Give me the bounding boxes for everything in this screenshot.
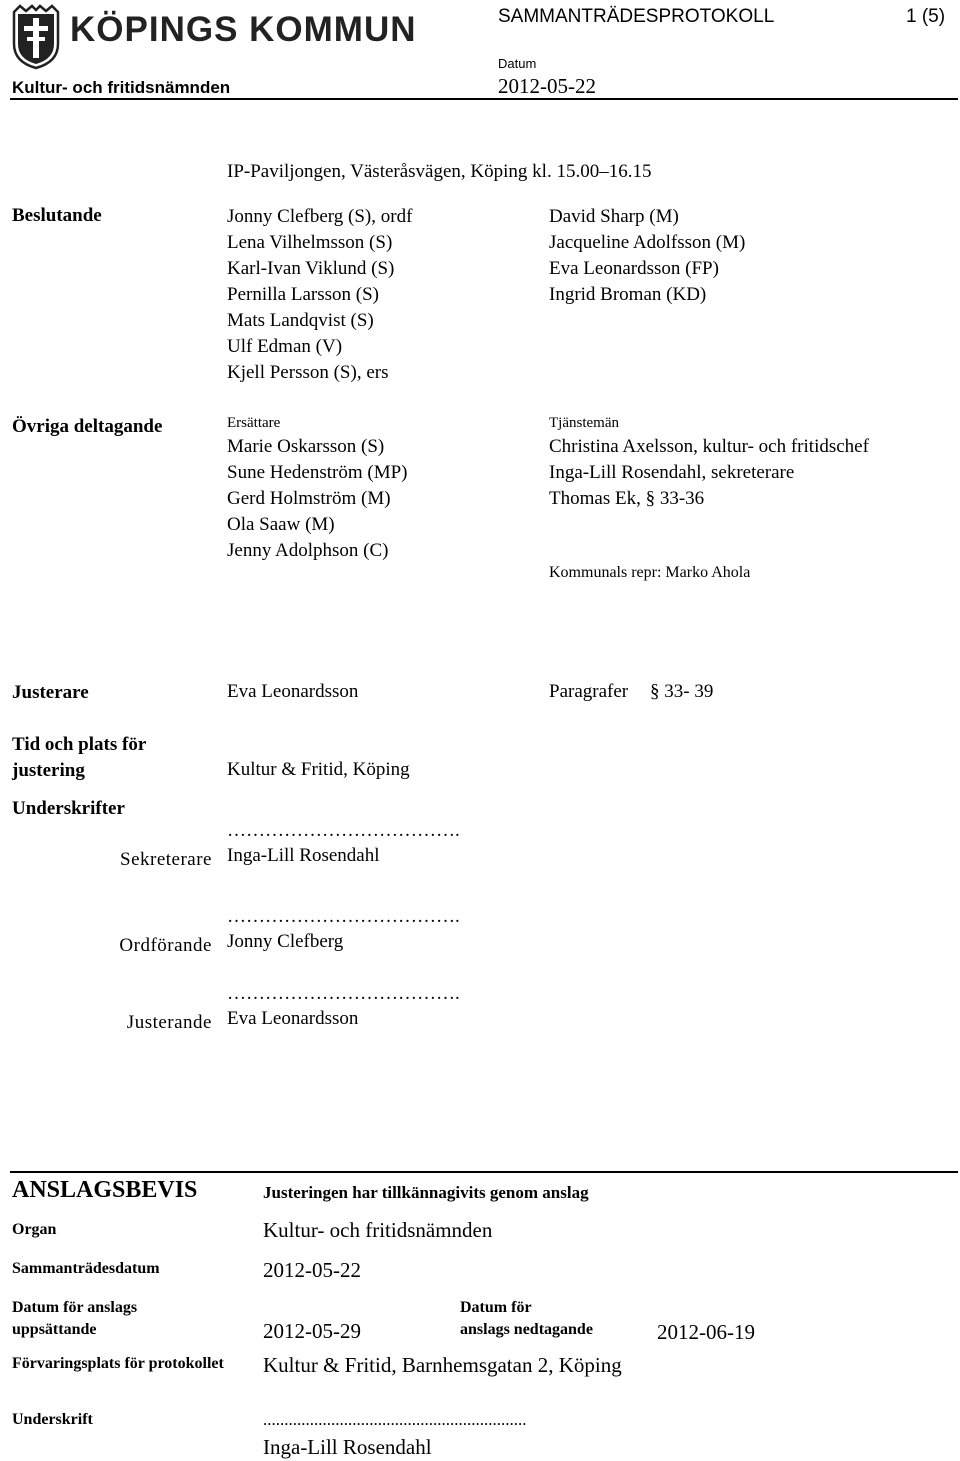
paragrafer-value: § 33- 39 [650,681,714,702]
sammantradesdatum-value: 2012-05-22 [263,1258,361,1282]
kommunals-representative: Kommunals repr: Marko Ahola [549,564,751,581]
list-item: Lena Vilhelmsson (S) [227,232,393,253]
nedtagande-value: 2012-06-19 [657,1320,755,1344]
municipality-logo-text: KÖPINGS KOMMUN [70,10,417,49]
nedtagande-label-line1: Datum för [460,1299,532,1316]
forvaring-value: Kultur & Fritid, Barnhemsgatan 2, Köping [263,1353,622,1377]
list-item: Mats Landqvist (S) [227,310,374,331]
signature-role-ordforande: Ordförande [119,935,212,956]
list-item: Pernilla Larsson (S) [227,284,379,305]
tjansteman-label: Tjänstemän [549,415,619,431]
organ-value: Kultur- och fritidsnämnden [263,1218,493,1242]
anslagsbevis-heading: Justeringen har tillkännagivits genom anslag [263,1183,589,1202]
justering-label-line2: justering [12,760,85,781]
list-item: Kjell Persson (S), ers [227,362,389,383]
list-item: Karl-Ivan Viklund (S) [227,258,395,279]
justerare-label: Justerare [12,682,89,703]
meeting-place-time: IP-Paviljongen, Västeråsvägen, Köping kl. 15.00–16.15 [227,161,652,182]
tjansteman-list [549,434,869,512]
signature-role-justerande: Justerande [126,1012,212,1033]
list-item: Marie Oskarsson (S) [227,436,385,457]
document-type: SAMMANTRÄDESPROTOKOLL [498,6,775,27]
list-item: Eva Leonardsson (FP) [549,258,719,279]
list-item: Jonny Clefberg (S), ordf [227,206,413,227]
list-item: David Sharp (M) [549,206,679,227]
list-item: Jacqueline Adolfsson (M) [549,232,746,253]
anslagsbevis-title: ANSLAGSBEVIS [12,1177,198,1203]
justering-place: Kultur & Fritid, Köping [227,759,410,780]
municipal-crest-icon [12,4,60,70]
signature-line-ordforande: ………………………………. [227,906,460,927]
list-item: Christina Axelsson, kultur- och fritidschef [549,436,869,457]
signature-name-sekreterare: Inga-Lill Rosendahl [227,845,380,866]
page-number: 1 (5) [906,6,946,27]
signature-role-sekreterare: Sekreterare [120,849,212,870]
anslagsbevis-divider [10,1171,958,1173]
uppsattande-value: 2012-05-29 [263,1319,361,1343]
justerare-name: Eva Leonardsson [227,681,359,702]
justering-label-line1: Tid och plats för [12,734,147,755]
underskrift-label: Underskrift [12,1411,93,1428]
uppsattande-label-line2: uppsättande [12,1321,97,1338]
forvaring-label: Förvaringsplats för protokollet [12,1355,224,1372]
list-item: Ola Saaw (M) [227,514,335,535]
date-label: Datum [498,56,537,71]
paragrafer-label: Paragrafer [549,681,629,702]
ovriga-label: Övriga deltagande [12,416,163,437]
signature-line-justerande: ………………………………. [227,983,460,1004]
list-item: Ingrid Broman (KD) [549,284,707,305]
underskrift-line: .............................................................. [263,1410,527,1429]
list-item: Sune Hedenström (MP) [227,462,408,483]
beslutande-list-left [227,204,412,386]
list-item: Gerd Holmström (M) [227,488,391,509]
signature-name-ordforande: Jonny Clefberg [227,931,344,952]
committee-name: Kultur- och fritidsnämnden [12,78,231,97]
ersattare-list [227,434,407,564]
document-date: 2012-05-22 [498,74,596,98]
list-item: Thomas Ek, § 33-36 [549,488,705,509]
sammantradesdatum-label: Sammanträdesdatum [12,1260,160,1277]
list-item: Jenny Adolphson (C) [227,540,389,561]
signature-line-sekreterare: ………………………………. [227,820,460,841]
uppsattande-label-line1: Datum för anslags [12,1299,138,1316]
header-divider [10,98,958,100]
organ-label: Organ [12,1221,57,1238]
beslutande-list-right [549,204,745,308]
list-item: Inga-Lill Rosendahl, sekreterare [549,462,795,483]
ersattare-label: Ersättare [227,415,281,431]
underskrift-name: Inga-Lill Rosendahl [263,1435,432,1459]
signature-name-justerande: Eva Leonardsson [227,1008,359,1029]
underskrifter-label: Underskrifter [12,798,125,819]
beslutande-label: Beslutande [12,205,102,226]
list-item: Ulf Edman (V) [227,336,343,357]
nedtagande-label-line2: anslags nedtagande [460,1321,593,1338]
